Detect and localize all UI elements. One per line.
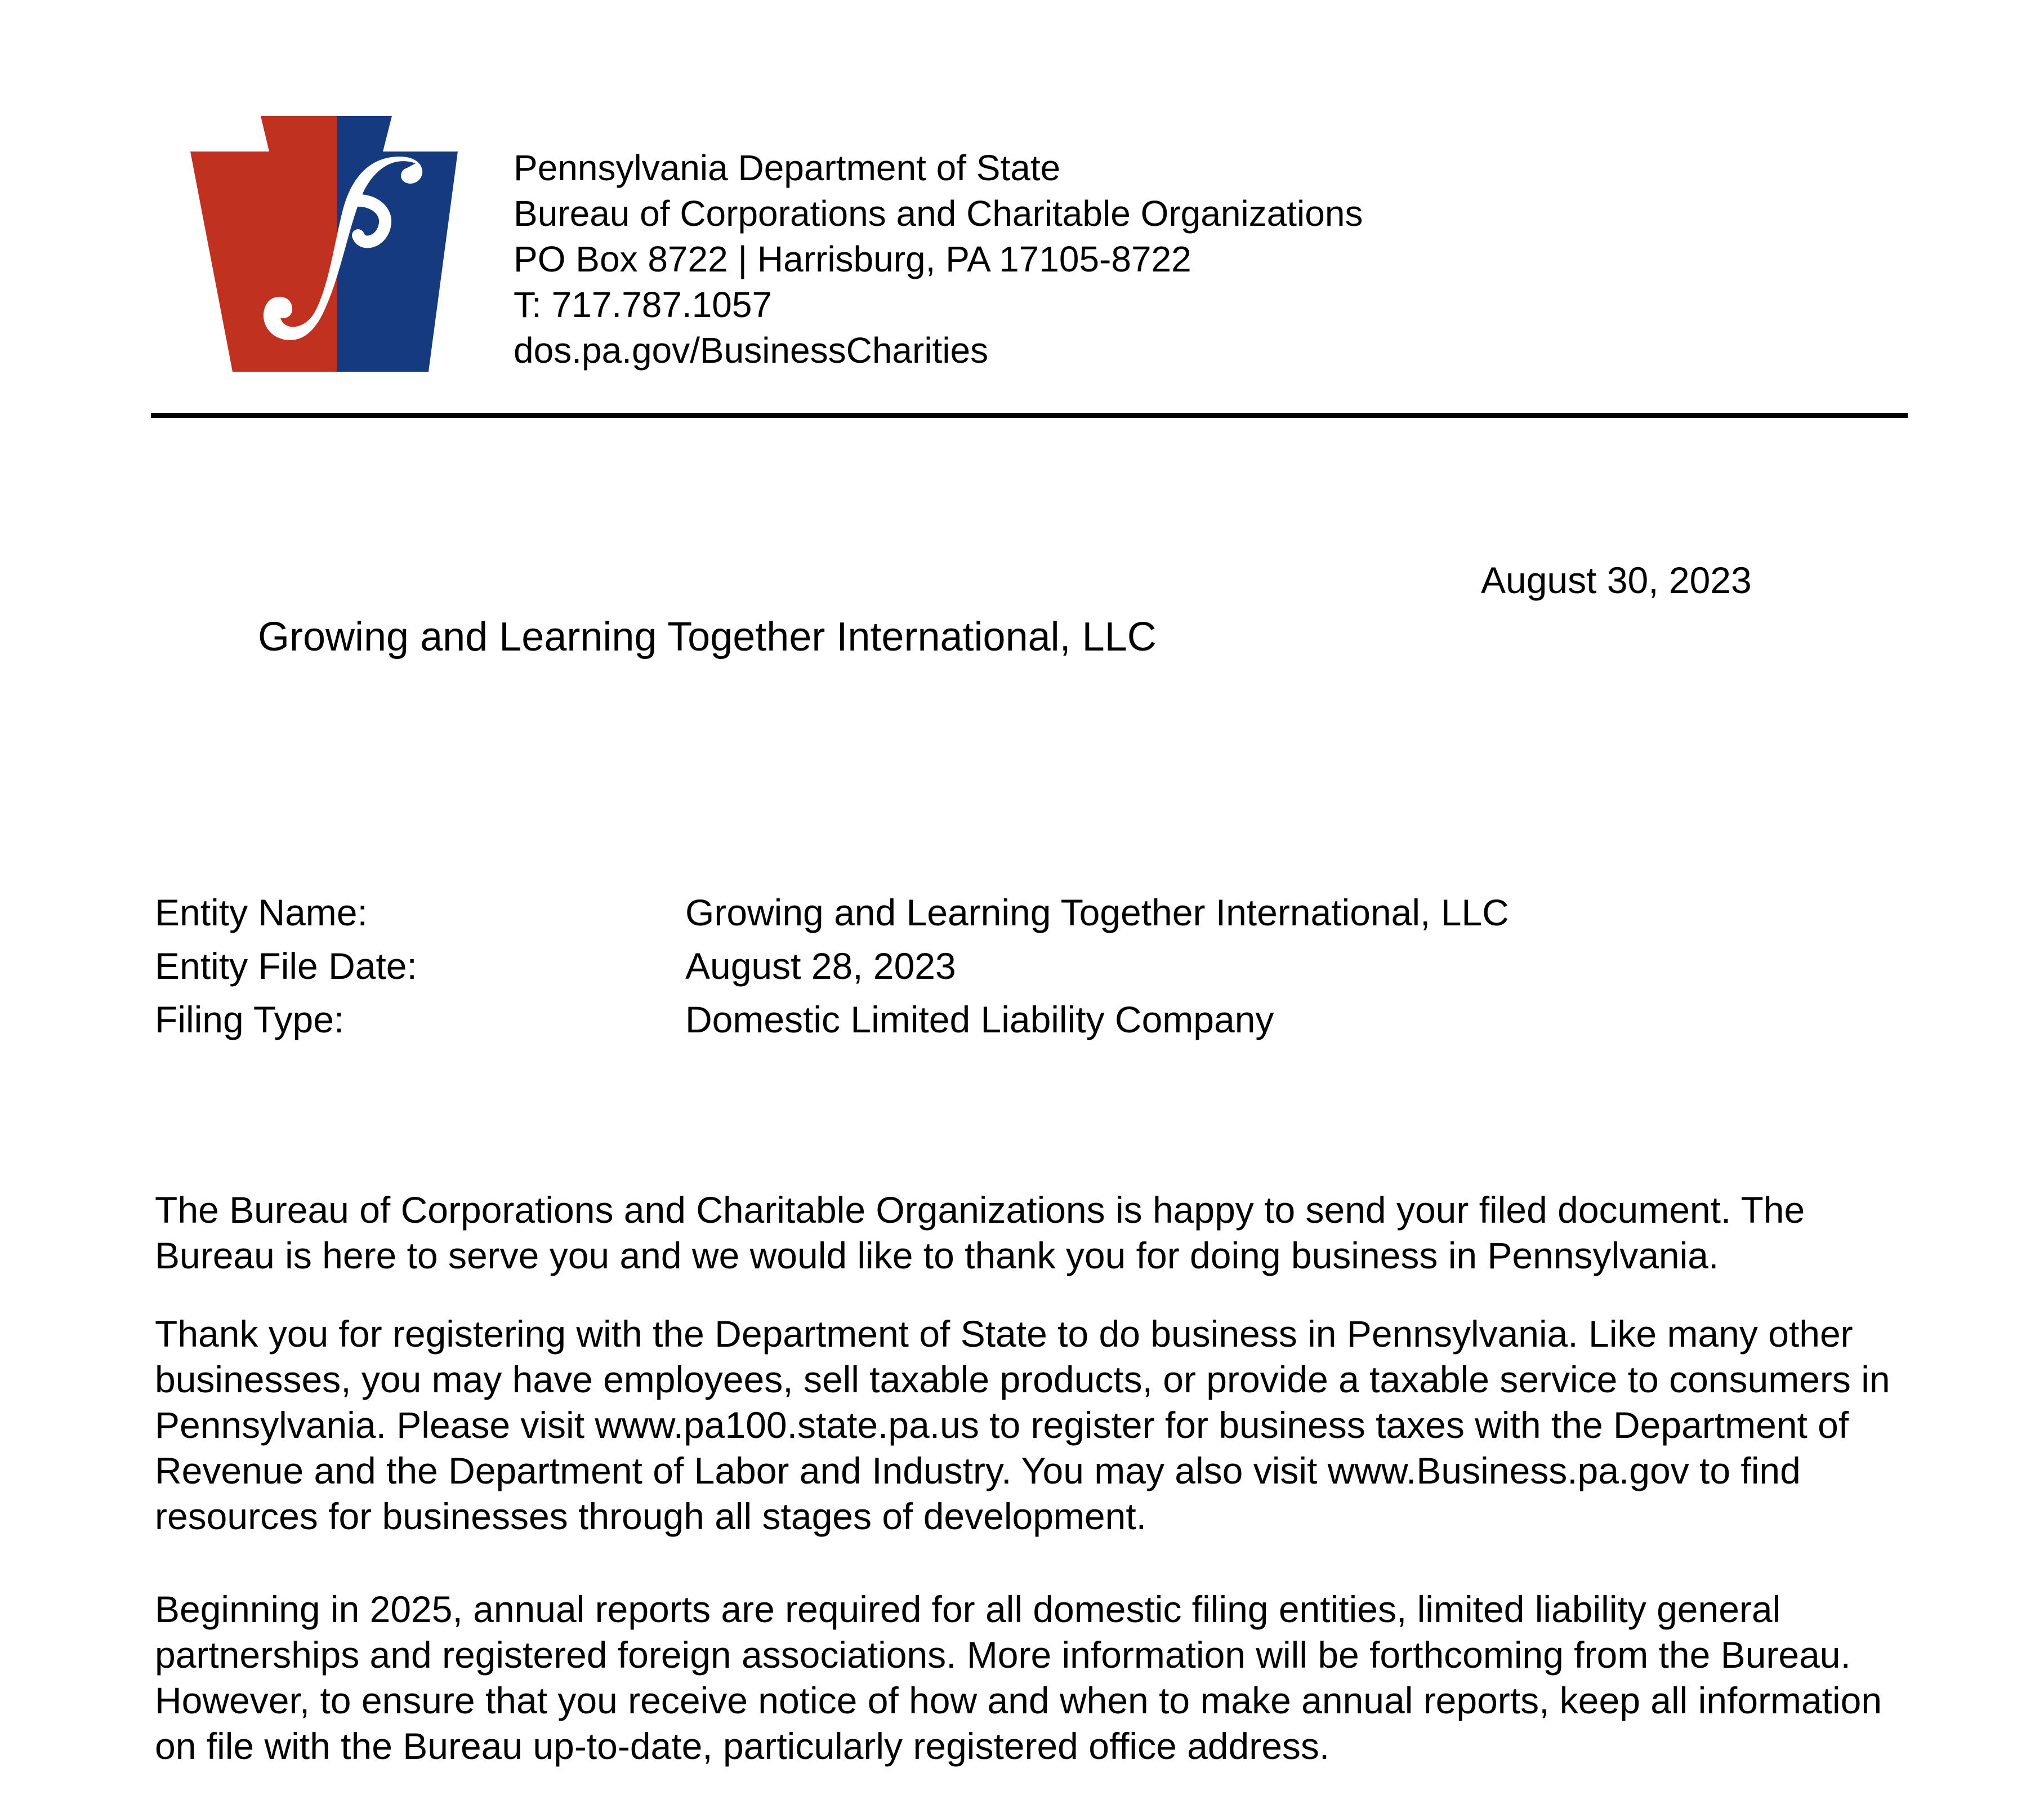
- detail-value: Growing and Learning Together International, LLC: [685, 891, 1509, 933]
- mailing-address: PO Box 8722 | Harrisburg, PA 17105-8722: [514, 239, 1191, 279]
- body-paragraph-3: Beginning in 2025, annual reports are required for all domestic filing entities, limited liability general partnerships and registered foreign associations. More information will be forthcoming from the Bureau. However, to ensure that you receive notice of how and when to make annual reports, keep all information on file with the Bureau up-to-date, particularly registered office address.: [155, 1588, 1882, 1767]
- detail-label: Entity File Date:: [155, 945, 417, 987]
- detail-row-filing-type: [155, 992, 1509, 1046]
- detail-value: August 28, 2023: [685, 945, 956, 987]
- letterhead: [514, 145, 1363, 373]
- detail-value: Domestic Limited Liability Company: [685, 998, 1274, 1040]
- org-name: Pennsylvania Department of State: [514, 148, 1061, 188]
- letter-date: August 30, 2023: [1481, 559, 1752, 601]
- header-divider: [151, 413, 1908, 418]
- detail-row-entity-name: [155, 885, 1509, 939]
- website-link[interactable]: dos.pa.gov/BusinessCharities: [514, 330, 989, 371]
- phone-number: T: 717.787.1057: [514, 284, 773, 325]
- detail-label: Entity Name:: [155, 891, 368, 933]
- bureau-name: Bureau of Corporations and Charitable Organizations: [514, 193, 1363, 234]
- body-paragraph-1: The Bureau of Corporations and Charitable Organizations is happy to send your filed document. The Bureau is here to serve you and we would like to thank you for doing business in Pennsylvania.: [155, 1189, 1805, 1276]
- detail-row-file-date: [155, 939, 1509, 992]
- detail-label: Filing Type:: [155, 998, 345, 1040]
- body-paragraph-2: Thank you for registering with the Department of State to do business in Pennsylvania. Like many other businesses, you may have employees, sell taxable products, or provide a taxable service to consumers in Pennsylvania. Please visit www.pa100.state.pa.us to register for business taxes with the Department of Revenue and the Department of Labor and Industry. You may also visit www.Business.pa.gov to find resources for businesses through all stages of development.: [155, 1313, 1890, 1537]
- pa-keystone-logo-icon: [190, 116, 458, 372]
- entity-details: [155, 885, 1509, 1046]
- recipient-name: Growing and Learning Together International, LLC: [258, 614, 1157, 660]
